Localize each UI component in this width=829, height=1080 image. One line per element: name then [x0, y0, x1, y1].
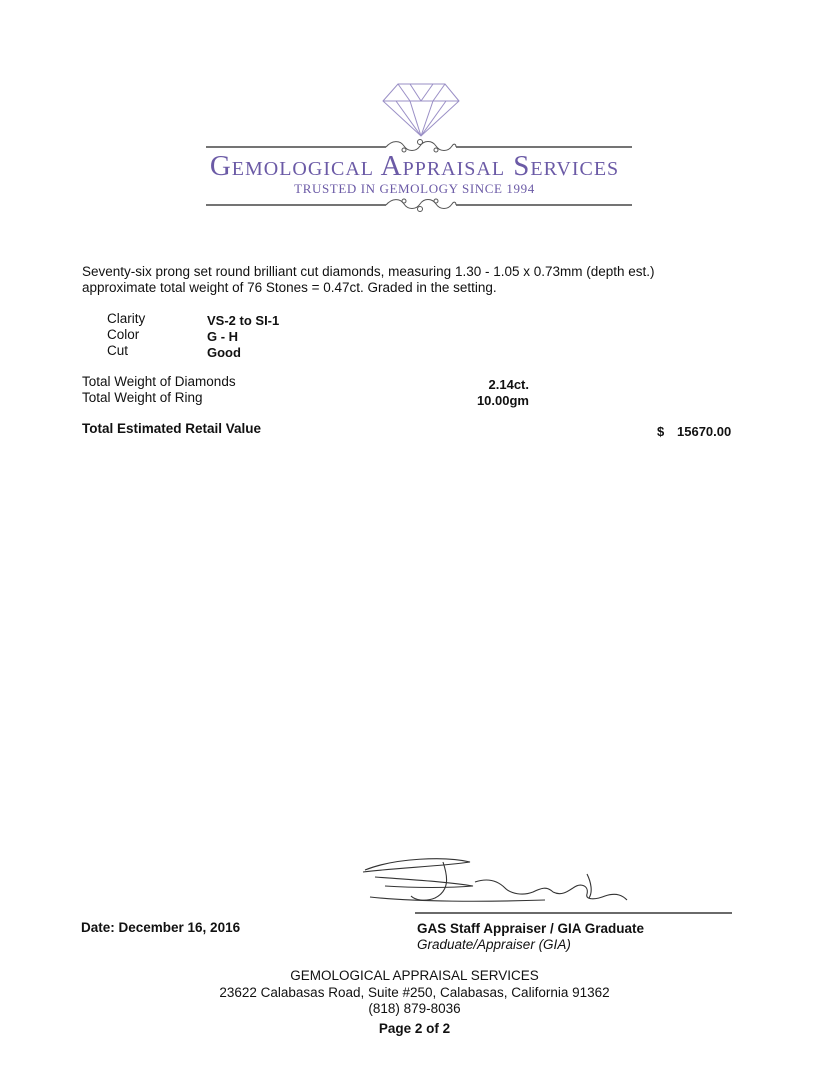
- signature-image: [355, 852, 735, 917]
- footer-company: GEMOLOGICAL APPRAISAL SERVICES: [290, 968, 539, 983]
- spec-value-color: G - H: [207, 329, 239, 344]
- description-line-2: approximate total weight of 76 Stones = 0.47ct. Graded in the setting.: [82, 280, 497, 295]
- spec-label-color: Color: [107, 327, 140, 342]
- spec-value-clarity: VS-2 to SI-1: [207, 313, 280, 328]
- weight-value-diamonds: 2.14ct.: [488, 377, 529, 392]
- appraisal-date: Date: December 16, 2016: [81, 920, 241, 935]
- brand-name: Gemological Appraisal Services: [209, 150, 620, 182]
- signer-title: GAS Staff Appraiser / GIA Graduate: [417, 921, 645, 936]
- total-value-amount: 15670.00: [677, 424, 732, 439]
- signer-subtitle: Graduate/Appraiser (GIA): [417, 937, 571, 952]
- spec-value-cut: Good: [207, 345, 241, 360]
- weight-label-ring: Total Weight of Ring: [82, 390, 203, 405]
- flourish-bottom: [386, 199, 456, 212]
- spec-label-clarity: Clarity: [107, 311, 146, 326]
- total-currency: $: [657, 424, 665, 439]
- total-value-label: Total Estimated Retail Value: [82, 421, 262, 436]
- diamond-icon: [383, 84, 459, 136]
- footer-phone: (818) 879-8036: [368, 1001, 461, 1016]
- weight-label-diamonds: Total Weight of Diamonds: [82, 374, 236, 389]
- spec-label-cut: Cut: [107, 343, 129, 358]
- logo: [0, 0, 829, 240]
- description-line-1: Seventy-six prong set round brilliant cut diamonds, measuring 1.30 - 1.05 x 0.73mm (depth est.): [82, 264, 655, 279]
- page-number: Page 2 of 2: [378, 1021, 451, 1036]
- weight-value-ring: 10.00gm: [476, 393, 529, 408]
- item-description: [82, 264, 782, 296]
- footer-address: 23622 Calabasas Road, Suite #250, Calabasas, California 91362: [219, 985, 610, 1000]
- brand-tagline: TRUSTED IN GEMOLOGY SINCE 1994: [294, 181, 535, 196]
